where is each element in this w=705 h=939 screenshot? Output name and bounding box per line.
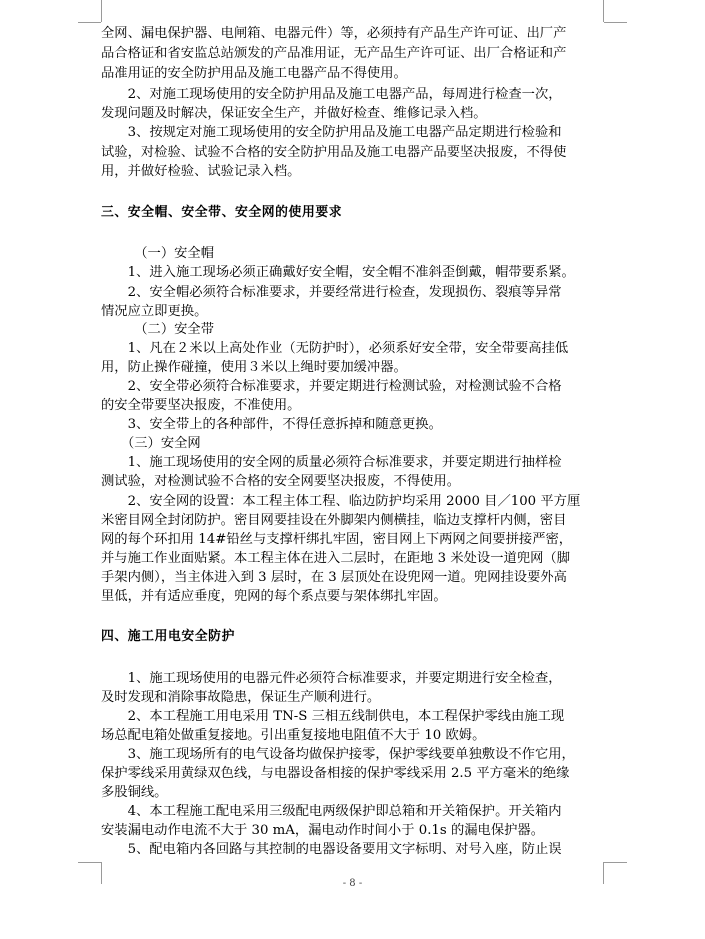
text-line: 5、配电箱内各回路与其控制的电器设备要用文字标明、对号入座，防止误 bbox=[101, 842, 562, 857]
crop-mark-top-left-h bbox=[78, 22, 101, 23]
text-line: 里低，并有适应垂度，兜网的每个系点要与架体绑扎牢固。 bbox=[101, 589, 447, 604]
text-line: 1、施工现场使用的电器元件必须符合标准要求，并要定期进行安全检查， bbox=[101, 671, 562, 686]
text-line: 2、安全帽必须符合标准要求，并要经常进行检查，发现损伤、裂痕等异常 bbox=[101, 285, 562, 300]
crop-mark-bottom-right-h bbox=[604, 862, 627, 863]
subsection-title-helmet: （一）安全帽 bbox=[101, 246, 215, 261]
section-heading-3: 三、安全帽、安全带、安全网的使用要求 bbox=[101, 205, 343, 220]
text-line: 品准用证的安全防护用品及施工电器产品不得使用。 bbox=[101, 66, 407, 81]
text-line: 1、施工现场使用的安全网的质量必须符合标准要求，并要定期进行抽样检 bbox=[101, 455, 562, 470]
text-line: 测试验，对检测试验不合格的安全网要坚决报废，不得使用。 bbox=[101, 474, 461, 489]
text-line: 手架内侧），当主体进入到 3 层时，在 3 层顶处在设兜网一道。兜网挂设要外高 bbox=[101, 570, 567, 585]
text-line: 3、施工现场所有的电气设备均做保护接零，保护零线要单独敷设不作它用， bbox=[101, 747, 575, 762]
crop-mark-top-right-v bbox=[603, 0, 604, 22]
text-line: 网的每个环扣用 14#铅丝与支撑杆绑扎牢固，密目网上下两网之间要拼接严密， bbox=[101, 532, 573, 547]
text-line: 发现问题及时解决，保证安全生产，并做好检查、维修记录入档。 bbox=[101, 106, 487, 121]
text-line: 米密目网全封闭防护。密目网要挂设在外脚架内侧横挂，临边支撑杆内侧，密目 bbox=[101, 513, 567, 528]
page-number: - 8 - bbox=[342, 878, 363, 889]
text-line: 用，防止操作碰撞，使用３米以上绳时要加缓冲器。 bbox=[101, 360, 407, 375]
text-line: 安装漏电动作电流不大于 30 mA，漏电动作时间小于 0.1s 的漏电保护器。 bbox=[101, 823, 545, 838]
text-line: 场总配电箱处做重复接地。引出重复接地电阻值不大于 10 欧姆。 bbox=[101, 728, 486, 743]
text-line: 全网、漏电保护器、电闸箱、电器元件）等，必须持有产品生产许可证、出厂产 bbox=[101, 26, 567, 41]
crop-mark-top-left-v bbox=[101, 0, 102, 22]
text-line: 品合格证和省安监总站颁发的产品准用证，无产品生产许可证、出厂合格证和产 bbox=[101, 46, 567, 61]
crop-mark-top-right-h bbox=[604, 22, 627, 23]
text-line: 2、本工程施工用电采用 TN-S 三相五线制供电，本工程保护零线由施工现 bbox=[101, 709, 565, 724]
text-line: 及时发现和消除事故隐患，保证生产顺利进行。 bbox=[101, 690, 381, 705]
text-line: 3、安全带上的各种部件，不得任意拆掉和随意更换。 bbox=[101, 417, 442, 432]
text-line: 3、按规定对施工现场使用的安全防护用品及施工电器产品定期进行检验和 bbox=[101, 125, 562, 140]
text-line: 多股铜线。 bbox=[101, 785, 168, 800]
subsection-title-net: （三）安全网 bbox=[101, 436, 201, 451]
text-line: 并与施工作业面贴紧。本工程主体在进入二层时，在距地 3 米处设一道兜网（脚 bbox=[101, 551, 571, 566]
text-line: 4、本工程施工配电采用三级配电两级保护即总箱和开关箱保护。开关箱内 bbox=[101, 804, 562, 819]
subsection-title-belt: （二）安全带 bbox=[101, 322, 215, 337]
text-line: 保护零线采用黄绿双色线，与电器设备相接的保护零线采用 2.5 平方毫米的绝缘 bbox=[101, 766, 570, 781]
text-line: 情况应立即更换。 bbox=[101, 304, 208, 319]
text-line: 试验，对检验、试验不合格的安全防护用品及施工电器产品要坚决报废，不得使 bbox=[101, 145, 567, 160]
text-line: 1、进入施工现场必须正确戴好安全帽，安全帽不准斜歪倒戴，帽带要系紧。 bbox=[101, 265, 575, 280]
text-line: 用，并做好检验、试验记录入档。 bbox=[101, 164, 301, 179]
text-line: 1、凡在２米以上高处作业（无防护时），必须系好安全带，安全带要高挂低 bbox=[101, 341, 569, 356]
text-line: 的安全带要坚决报废，不准使用。 bbox=[101, 398, 301, 413]
text-line: 2、对施工现场使用的安全防护用品及施工电器产品，每周进行检查一次， bbox=[101, 87, 562, 102]
text-line: 2、安全带必须符合标准要求，并要定期进行检测试验，对检测试验不合格 bbox=[101, 379, 562, 394]
crop-mark-bottom-left-h bbox=[78, 862, 101, 863]
text-line: 2、安全网的设置：本工程主体工程、临边防护均采用 2000 目／100 平方厘 bbox=[101, 494, 581, 509]
section-heading-4: 四、施工用电安全防护 bbox=[101, 629, 235, 644]
